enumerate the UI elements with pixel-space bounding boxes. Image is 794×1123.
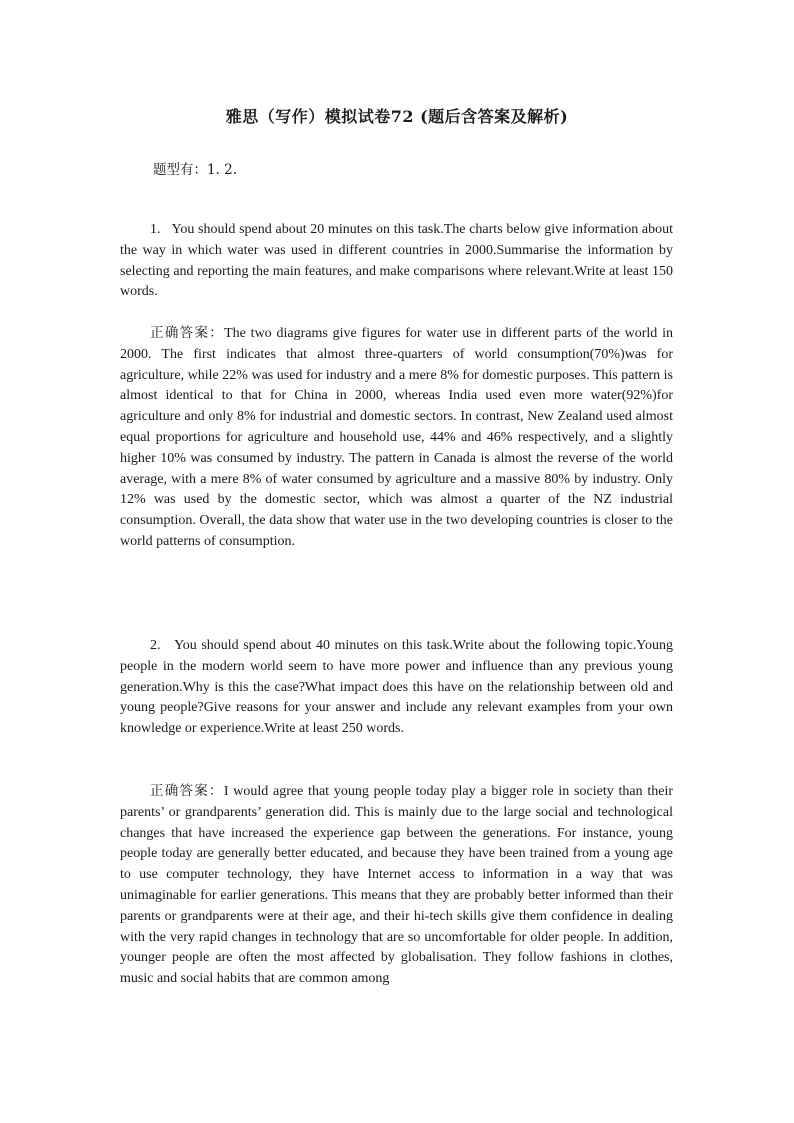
page-title: 雅思（写作）模拟试卷72 (题后含答案及解析) bbox=[225, 107, 569, 126]
question-2-prompt: You should spend about 40 minutes on this task.Write about the following topic.Young people in the modern world seem to have more power and influence than any previous young generation.Why is this the case?What impact does this have on the relationship between old and young people?Give reasons for your answer and include any relevant examples from your own knowledge or experience.Write at least 250 words. bbox=[120, 638, 674, 737]
answer-1 bbox=[120, 323, 673, 553]
answer-2-label: 正确答案： bbox=[150, 783, 224, 799]
answer-2-text: I would agree that young people today play a bigger role in society than their parents’ or grandparents’ generation did. This is mainly due to the large social and technological changes that have increased the experience gap between the generations. For instance, young people today are generally better educated, and because they have been trained from a young age to use computer technology, they have Internet access to information in a way that was unimaginable for earlier generations. This means that they are probably better informed than their parents or grandparents were at their age, and their hi-tech skills give them confidence in dealing with the very rapid changes in technology that are so uncomfortable for older people. In addition, younger people are often the most affected by globalisation. They follow fashions in clothes, music and social habits that are common among bbox=[120, 784, 673, 987]
question-1-number: 1. bbox=[150, 222, 161, 237]
question-1-prompt: You should spend about 20 minutes on this task.The charts below give information about the way in which water was used in different countries in 2000.Summarise the information by selecting and reporting the main features, and make comparisons where relevant.Write at least 150 words. bbox=[120, 222, 674, 300]
question-2 bbox=[120, 636, 673, 740]
answer-2 bbox=[120, 781, 673, 990]
answer-1-text: The two diagrams give figures for water use in different parts of the world in 2000. The first indicates that almost three-quarters of world consumption(70%)was for agriculture, while 22% was used for industry and a mere 8% for domestic purposes. This pattern is almost identical to that for China in 2000, whereas India used even more water(92%)for agriculture and only 8% for industrial and domestic sectors. In contrast, New Zealand used almost equal proportions for agriculture and household use, 44% and 46% respectively, and a slightly higher 10% was consumed by industry. The pattern in Canada is almost the reverse of the world average, with a mere 8% of water consumed by agriculture and a massive 80% by industry. Only 12% was used by the domestic sector, which was almost a quarter of the NZ industrial consumption. Overall, the data show that water use in the two developing countries is closer to the world patterns of consumption. bbox=[120, 326, 674, 549]
answer-1-label: 正确答案： bbox=[150, 325, 225, 341]
question-types: 题型有：1. 2. bbox=[153, 162, 238, 178]
question-2-number: 2. bbox=[150, 638, 161, 653]
question-1 bbox=[120, 220, 673, 303]
